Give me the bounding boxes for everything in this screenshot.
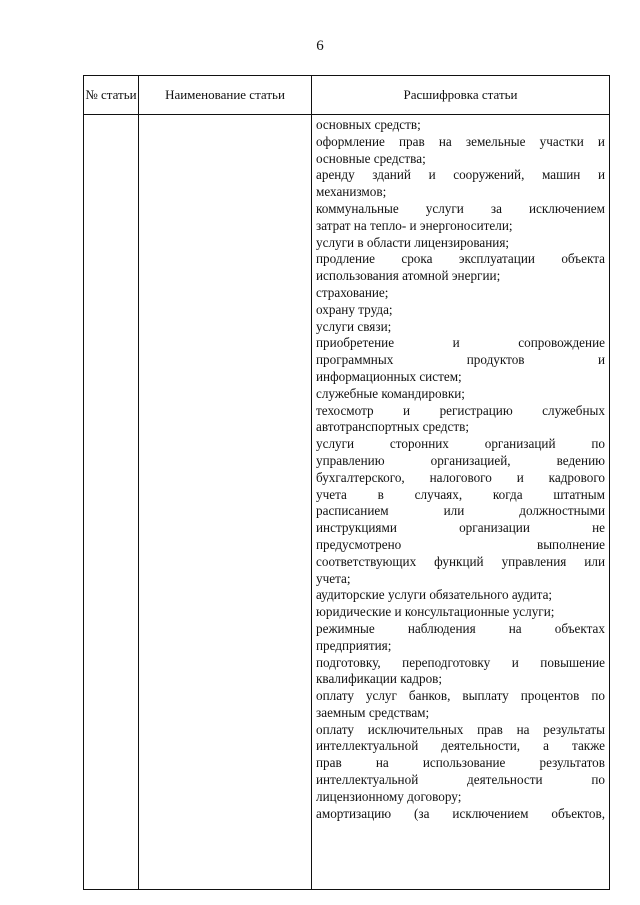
description-line: автотранспортных средств; — [316, 419, 470, 435]
description-line: оформление прав на земельные участки и — [316, 133, 605, 149]
description-line: коммунальные услуги за исключением — [316, 200, 605, 216]
description-line: использования атомной энергии; — [316, 268, 501, 284]
description-line: страхование; — [316, 284, 389, 300]
page-number: 6 — [316, 38, 324, 54]
description-line: режимные наблюдения на объектах — [316, 620, 605, 636]
description-line: управлению организацией, ведению — [316, 452, 605, 468]
description-line: служебные командировки; — [316, 385, 465, 401]
description-line: предусмотрено выполнение — [316, 536, 605, 552]
description-line: техосмотр и регистрацию служебных — [316, 402, 605, 418]
description-line: основных средств; — [316, 117, 421, 132]
description-line: предприятия; — [316, 637, 392, 653]
cell-number — [84, 115, 139, 890]
description-line: заемным средствам; — [316, 704, 430, 720]
description-line: программных продуктов и — [316, 352, 605, 368]
description-line: услуги в области лицензирования; — [316, 234, 510, 250]
description-line: бухгалтерского, налогового и кадрового — [316, 469, 605, 485]
description-line: интеллектуальной деятельности по — [316, 772, 605, 788]
column-header-description: Расшифровка статьи — [312, 76, 610, 115]
description-line: затрат на тепло- и энергоносители; — [316, 217, 513, 233]
description-line: услуги сторонних организаций по — [316, 436, 605, 452]
description-line: механизмов; — [316, 184, 387, 200]
articles-table — [83, 75, 610, 890]
table-header-row — [84, 76, 610, 115]
description-text — [316, 117, 605, 822]
description-line: продление срока эксплуатации объекта — [316, 251, 605, 267]
description-line: учета; — [316, 570, 351, 586]
column-header-number: № статьи — [84, 76, 139, 115]
description-line: аренду зданий и сооружений, машин и — [316, 167, 605, 183]
description-line: амортизацию (за исключением объектов, — [316, 805, 605, 821]
description-line: соответствующих функций управления или — [316, 553, 605, 569]
cell-name — [139, 115, 312, 890]
description-line: расписанием или должностными — [316, 503, 605, 519]
description-line: охрану труда; — [316, 301, 393, 317]
description-line: юридические и консультационные услуги; — [316, 604, 555, 620]
description-line: прав на использование результатов — [316, 755, 605, 771]
column-header-name: Наименование статьи — [139, 76, 312, 115]
description-line: подготовку, переподготовку и повышение — [316, 654, 605, 670]
description-line: интеллектуальной деятельности, а также — [316, 738, 605, 754]
description-line: аудиторские услуги обязательного аудита; — [316, 587, 553, 603]
description-line: информационных систем; — [316, 368, 462, 384]
description-line: основные средства; — [316, 150, 426, 166]
description-line: услуги связи; — [316, 318, 392, 334]
description-line: оплату услуг банков, выплату процентов по — [316, 688, 605, 704]
description-line: лицензионному договору; — [316, 788, 462, 804]
description-line: приобретение и сопровождение — [316, 335, 605, 351]
table-row — [84, 115, 610, 890]
description-line: квалификации кадров; — [316, 671, 443, 687]
description-line: учета в случаях, когда штатным — [316, 486, 605, 502]
cell-description — [312, 115, 610, 890]
description-line: оплату исключительных прав на результаты — [316, 721, 605, 737]
description-line: инструкциями организации не — [316, 520, 605, 536]
